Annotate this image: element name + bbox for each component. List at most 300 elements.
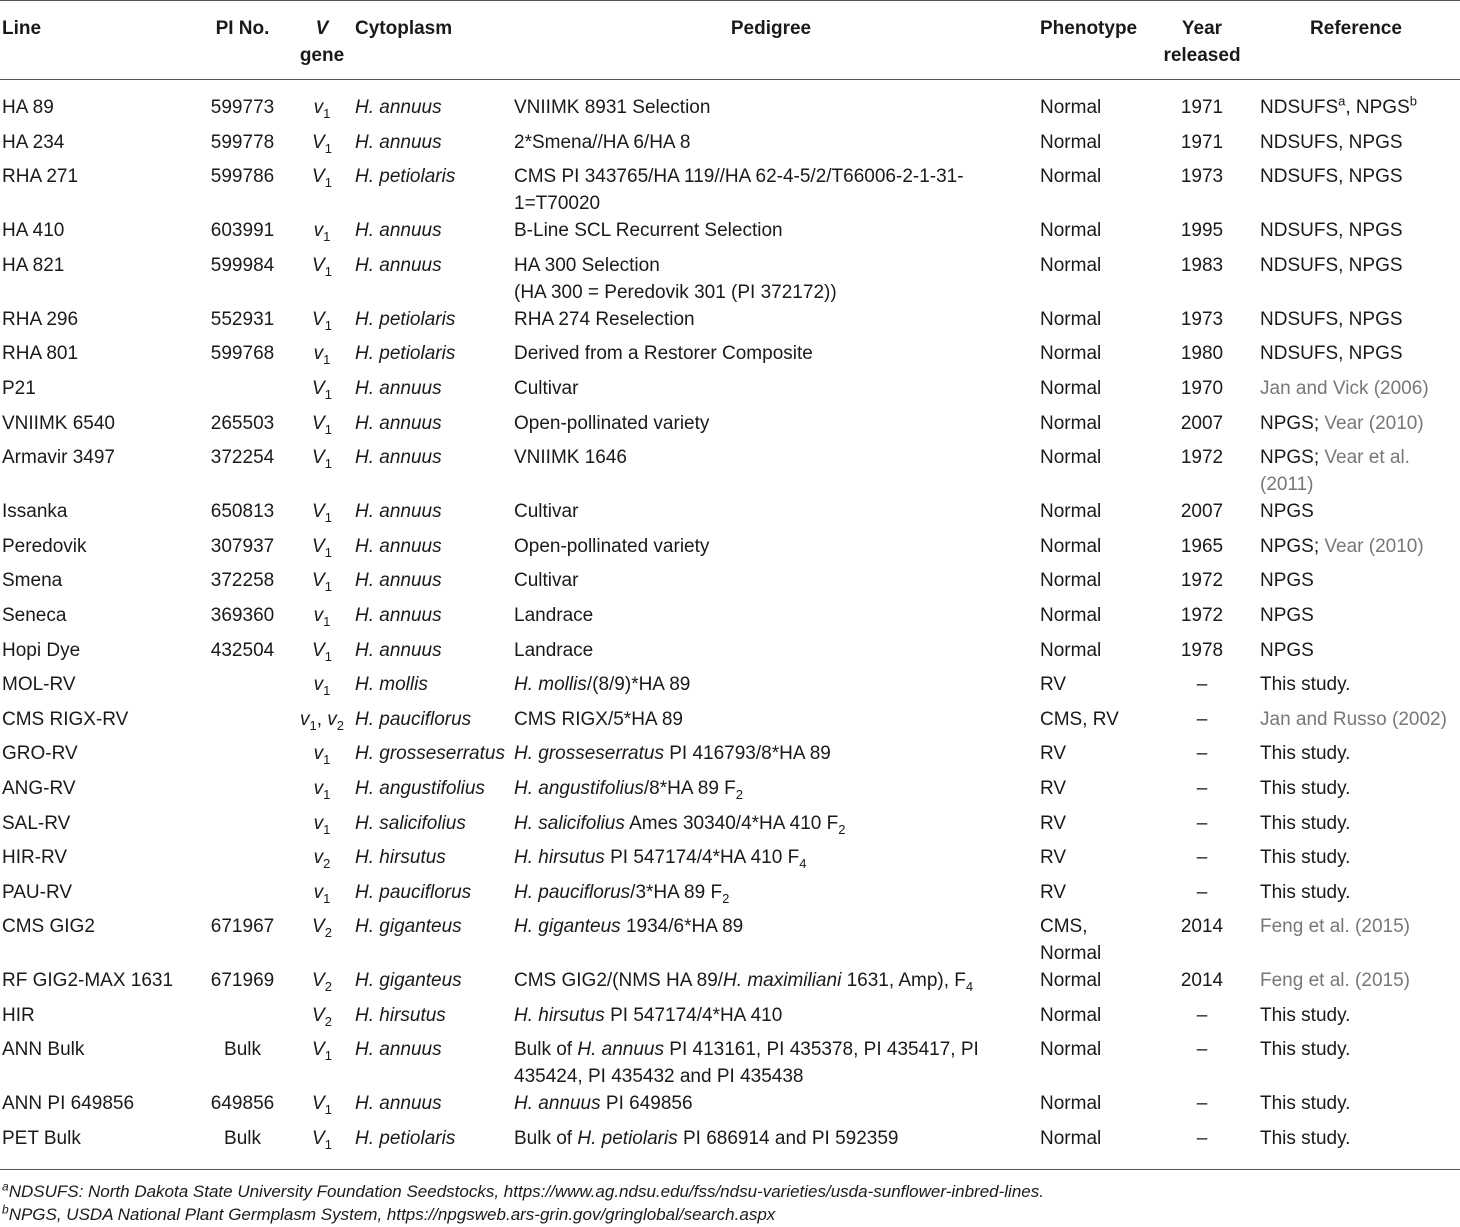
cell-reference bbox=[1252, 1002, 1460, 1037]
cell-year-released: – bbox=[1196, 674, 1208, 696]
cell-line: VNIIMK 6540 bbox=[2, 412, 115, 434]
v-gene-subscript: 1 bbox=[323, 821, 331, 837]
text-fragment: 2 bbox=[722, 890, 730, 906]
cell-pi-number bbox=[190, 810, 295, 845]
text-fragment: /(8/9)*HA 89 bbox=[586, 674, 691, 696]
text-fragment: 2 bbox=[838, 821, 846, 837]
cell-year-released: – bbox=[1196, 777, 1208, 799]
text-fragment: H. maximiliani bbox=[723, 970, 842, 992]
cell-reference bbox=[1252, 1090, 1460, 1125]
cell-phenotype: Normal bbox=[1040, 447, 1102, 469]
text-fragment: H. annuus bbox=[514, 1093, 601, 1115]
cell-phenotype: Normal bbox=[1040, 639, 1102, 661]
cell-year-released: 2014 bbox=[1180, 916, 1224, 938]
cell-reference bbox=[1252, 217, 1460, 252]
text-fragment: H. petiolaris bbox=[577, 1128, 678, 1150]
cell-phenotype: Normal bbox=[1040, 131, 1102, 153]
cell-reference bbox=[1252, 567, 1460, 602]
table-row bbox=[0, 1125, 1460, 1174]
cell-reference bbox=[1252, 444, 1460, 498]
cell-reference bbox=[1252, 1036, 1460, 1090]
cell-cytoplasm bbox=[349, 775, 508, 810]
table-row bbox=[0, 306, 1460, 341]
table-row bbox=[0, 80, 1460, 129]
cell-line: Hopi Dye bbox=[2, 639, 81, 661]
cell-reference bbox=[1252, 706, 1460, 741]
cytoplasm-species: H. hirsutus bbox=[355, 1004, 446, 1026]
cell-phenotype: RV bbox=[1040, 674, 1067, 696]
cell-phenotype: Normal bbox=[1040, 535, 1102, 557]
cell-pedigree bbox=[508, 740, 1034, 775]
cell-line: P21 bbox=[2, 377, 36, 399]
cell-cytoplasm bbox=[349, 498, 508, 533]
cell-phenotype: Normal bbox=[1040, 377, 1102, 399]
table-row bbox=[0, 252, 1460, 306]
cell-cytoplasm bbox=[349, 706, 508, 741]
text-fragment: Bulk of bbox=[514, 1039, 578, 1061]
cell-pi-number: 599768 bbox=[210, 343, 275, 365]
text-fragment: NPGS bbox=[1260, 639, 1314, 661]
v-gene-symbol: V bbox=[312, 412, 325, 434]
text-fragment: 1934/6*HA 89 bbox=[620, 916, 744, 938]
cytoplasm-species: H. annuus bbox=[355, 220, 442, 242]
cell-pedigree bbox=[508, 879, 1034, 914]
v-gene-subscript: 1 bbox=[323, 352, 331, 368]
cell-pedigree bbox=[508, 80, 1034, 129]
v-gene-symbol: v bbox=[313, 881, 324, 903]
reference-link[interactable]: Vear (2010) bbox=[1324, 535, 1424, 557]
cell-v-gene bbox=[295, 163, 349, 217]
cell-pedigree bbox=[508, 637, 1034, 672]
text-fragment: H. angustifolius bbox=[514, 777, 644, 799]
v-gene-symbol: V bbox=[312, 639, 325, 661]
cell-reference bbox=[1252, 1125, 1460, 1174]
text-fragment: Open-pollinated variety bbox=[514, 412, 710, 434]
v-gene-symbol: v bbox=[313, 674, 324, 696]
text-fragment: H. grosseserratus bbox=[514, 743, 664, 765]
table-row bbox=[0, 810, 1460, 845]
cytoplasm-species: H. grosseserratus bbox=[355, 743, 505, 765]
cell-phenotype: Normal bbox=[1040, 254, 1102, 276]
cell-year-released: 1972 bbox=[1180, 604, 1224, 626]
cell-phenotype: Normal bbox=[1040, 220, 1102, 242]
cytoplasm-species: H. mollis bbox=[355, 674, 428, 696]
table-row bbox=[0, 163, 1460, 217]
cell-pi-number: 307937 bbox=[210, 535, 275, 557]
text-fragment: This study. bbox=[1260, 1004, 1351, 1026]
cell-pi-number: Bulk bbox=[224, 1039, 261, 1061]
cytoplasm-species: H. giganteus bbox=[355, 970, 462, 992]
table-row bbox=[0, 671, 1460, 706]
cell-pedigree bbox=[508, 706, 1034, 741]
cytoplasm-species: H. annuus bbox=[355, 412, 442, 434]
cell-pi-number bbox=[190, 706, 295, 741]
cell-cytoplasm bbox=[349, 217, 508, 252]
cell-pedigree bbox=[508, 844, 1034, 879]
table-row bbox=[0, 637, 1460, 672]
footnote-a: $^a$NDSUFS: North Dakota State University Foundation Seedstocks, https://www.ag.ndsu.edu/fss/ndsu-varieties/usda-sunflower-inbred-lines. bbox=[2, 1179, 1044, 1201]
text-fragment: , NPGS bbox=[1345, 97, 1410, 118]
text-fragment: H. annuus bbox=[577, 1039, 664, 1061]
cell-pi-number: 369360 bbox=[210, 604, 275, 626]
text-fragment: PI 649856 bbox=[600, 1093, 693, 1115]
cell-v-gene bbox=[295, 567, 349, 602]
cell-pedigree bbox=[508, 1125, 1034, 1174]
cytoplasm-species: H. annuus bbox=[355, 1039, 442, 1061]
cell-phenotype: RV bbox=[1040, 743, 1067, 765]
cell-phenotype: Normal bbox=[1040, 308, 1102, 330]
cell-pi-number bbox=[190, 740, 295, 775]
cell-pedigree bbox=[508, 1090, 1034, 1125]
col-header-v-gene: V gene bbox=[299, 18, 345, 66]
v-gene-subscript: 1 bbox=[324, 317, 332, 333]
cell-phenotype: RV bbox=[1040, 881, 1067, 903]
text-fragment: PI 413161, PI 435378, PI 435417, PI 435424, PI 435432 and PI 435438 bbox=[514, 1039, 979, 1088]
cell-cytoplasm bbox=[349, 444, 508, 498]
text-fragment: 2 bbox=[735, 786, 744, 802]
table-row bbox=[0, 533, 1460, 568]
v-gene-symbol: v bbox=[313, 97, 324, 118]
cell-pi-number: 432504 bbox=[210, 639, 275, 661]
cell-cytoplasm bbox=[349, 913, 508, 967]
cell-cytoplasm bbox=[349, 375, 508, 410]
cell-line: RHA 271 bbox=[2, 166, 79, 188]
v-gene-symbol: v bbox=[313, 812, 324, 834]
cell-year-released: 1978 bbox=[1180, 639, 1224, 661]
table-row bbox=[0, 706, 1460, 741]
cell-pi-number bbox=[190, 879, 295, 914]
cytoplasm-species: H. annuus bbox=[355, 604, 442, 626]
v-gene-subscript: 1 bbox=[324, 455, 332, 471]
col-header-year: Year released bbox=[1163, 18, 1241, 66]
cell-line: HA 234 bbox=[2, 131, 65, 153]
cell-year-released: 1995 bbox=[1180, 220, 1224, 242]
cell-v-gene bbox=[295, 444, 349, 498]
cell-cytoplasm bbox=[349, 602, 508, 637]
separator: , bbox=[316, 708, 328, 730]
cell-pi-number: 599786 bbox=[210, 166, 275, 188]
cell-phenotype: CMS, Normal bbox=[1040, 916, 1102, 965]
cell-year-released: 1980 bbox=[1180, 343, 1224, 365]
cell-v-gene bbox=[295, 810, 349, 845]
cytoplasm-species: H. pauciflorus bbox=[355, 708, 472, 730]
text-fragment: CMS GIG2/(NMS HA 89/ bbox=[514, 970, 724, 992]
cell-line: HA 410 bbox=[2, 220, 65, 242]
cell-reference bbox=[1252, 879, 1460, 914]
cell-year-released: – bbox=[1196, 708, 1208, 730]
text-fragment: NPGS bbox=[1260, 501, 1314, 523]
v-gene-subscript: 1 bbox=[324, 579, 332, 595]
cytoplasm-species: H. annuus bbox=[355, 501, 442, 523]
text-fragment: PI 686914 and PI 592359 bbox=[677, 1128, 899, 1150]
cell-reference bbox=[1252, 637, 1460, 672]
text-fragment: This study. bbox=[1260, 1128, 1351, 1150]
cell-v-gene bbox=[295, 1125, 349, 1174]
v-gene-subscript: 1 bbox=[323, 228, 331, 244]
table-row bbox=[0, 410, 1460, 445]
cytoplasm-species: H. annuus bbox=[355, 131, 442, 153]
v-gene-symbol: V bbox=[312, 377, 325, 399]
table-row bbox=[0, 498, 1460, 533]
text-fragment: NDSUFS, NPGS bbox=[1260, 254, 1403, 276]
table-row bbox=[0, 340, 1460, 375]
text-fragment: b bbox=[1409, 93, 1417, 109]
table-row bbox=[0, 775, 1460, 810]
v-gene-symbol: V bbox=[312, 501, 325, 523]
cell-pedigree bbox=[508, 533, 1034, 568]
cell-cytoplasm bbox=[349, 844, 508, 879]
cell-pedigree bbox=[508, 671, 1034, 706]
text-fragment: H. pauciflorus bbox=[514, 881, 631, 903]
table-row bbox=[0, 1090, 1460, 1125]
table-row bbox=[0, 967, 1460, 1002]
text-fragment: H. salicifolius bbox=[514, 812, 625, 834]
cell-phenotype: Normal bbox=[1040, 501, 1102, 523]
cell-pedigree bbox=[508, 217, 1034, 252]
cell-v-gene bbox=[295, 129, 349, 164]
text-fragment: This study. bbox=[1260, 881, 1351, 903]
text-fragment: VNIIMK 1646 bbox=[514, 447, 627, 469]
cell-pedigree bbox=[508, 444, 1034, 498]
cell-pi-number: 599773 bbox=[210, 97, 275, 118]
cell-pi-number: 603991 bbox=[210, 220, 275, 242]
cell-cytoplasm bbox=[349, 1036, 508, 1090]
v-gene-symbol: V bbox=[312, 131, 325, 153]
text-fragment: This study. bbox=[1260, 1039, 1351, 1061]
cell-line: ANN PI 649856 bbox=[2, 1093, 135, 1115]
reference-link[interactable]: Jan and Russo (2002) bbox=[1260, 708, 1447, 730]
cell-line: GRO-RV bbox=[2, 743, 78, 765]
v-gene-symbol: V bbox=[312, 1004, 325, 1026]
reference-link[interactable]: Feng et al. (2015) bbox=[1260, 970, 1410, 992]
reference-link[interactable]: Jan and Vick (2006) bbox=[1260, 377, 1429, 399]
v-gene-subscript: 1 bbox=[324, 1048, 332, 1064]
cell-line: HIR-RV bbox=[2, 847, 68, 869]
cytoplasm-species: H. annuus bbox=[355, 535, 442, 557]
text-fragment: NDSUFS, NPGS bbox=[1260, 166, 1403, 188]
cell-year-released: 1972 bbox=[1180, 447, 1224, 469]
text-fragment: 4 bbox=[965, 979, 974, 995]
cell-year-released: 2007 bbox=[1180, 412, 1224, 434]
table-body bbox=[0, 80, 1460, 1174]
cell-year-released: 1983 bbox=[1180, 254, 1224, 276]
table-row bbox=[0, 1002, 1460, 1037]
text-fragment: PI 416793/8*HA 89 bbox=[663, 743, 831, 765]
v-gene-symbol: V bbox=[312, 970, 325, 992]
cell-cytoplasm bbox=[349, 1090, 508, 1125]
v-gene-subscript: 1 bbox=[323, 682, 331, 698]
table-row bbox=[0, 567, 1460, 602]
cell-phenotype: Normal bbox=[1040, 343, 1102, 365]
text-fragment: This study. bbox=[1260, 812, 1351, 834]
cell-v-gene bbox=[295, 533, 349, 568]
cell-line: ANN Bulk bbox=[2, 1039, 85, 1061]
cell-v-gene bbox=[295, 80, 349, 129]
v-gene-symbol: V bbox=[312, 308, 325, 330]
cell-pi-number: 552931 bbox=[210, 308, 275, 330]
text-fragment: (HA 300 = Peredovik 301 (PI 372172)) bbox=[514, 281, 837, 303]
cell-v-gene bbox=[295, 1002, 349, 1037]
v-gene-symbol: v bbox=[313, 847, 324, 869]
reference-link[interactable]: Vear (2010) bbox=[1324, 412, 1424, 434]
cytoplasm-species: H. petiolaris bbox=[355, 343, 456, 365]
cell-cytoplasm bbox=[349, 80, 508, 129]
text-fragment: Open-pollinated variety bbox=[514, 535, 710, 557]
cytoplasm-species: H. annuus bbox=[355, 97, 442, 118]
reference-link[interactable]: Feng et al. (2015) bbox=[1260, 916, 1410, 938]
cell-cytoplasm bbox=[349, 533, 508, 568]
text-fragment: H. mollis bbox=[514, 674, 587, 696]
text-fragment: NDSUFS, NPGS bbox=[1260, 131, 1403, 153]
v-gene-subscript: 1 bbox=[324, 140, 332, 156]
v-gene-symbol: V bbox=[312, 1039, 325, 1061]
table-row bbox=[0, 879, 1460, 914]
cytoplasm-species: H. annuus bbox=[355, 570, 442, 592]
v-gene-symbol: v bbox=[313, 343, 324, 365]
cell-pi-number: 649856 bbox=[210, 1093, 275, 1115]
cell-year-released: – bbox=[1196, 812, 1208, 834]
v-gene-subscript: 2 bbox=[324, 925, 332, 941]
text-fragment: PI 547174/4*HA 410 bbox=[604, 1004, 783, 1026]
cell-reference bbox=[1252, 252, 1460, 306]
v-gene-subscript: 1 bbox=[323, 752, 331, 768]
cell-line: HA 821 bbox=[2, 254, 65, 276]
cell-phenotype: RV bbox=[1040, 847, 1067, 869]
reference-link[interactable]: Vear et al. (2011) bbox=[1260, 447, 1410, 496]
cell-v-gene bbox=[295, 913, 349, 967]
cytoplasm-species: H. annuus bbox=[355, 1093, 442, 1115]
cell-line: PET Bulk bbox=[2, 1128, 81, 1150]
cell-year-released: – bbox=[1196, 1004, 1208, 1026]
v-gene-symbol: V bbox=[312, 570, 325, 592]
text-fragment: Cultivar bbox=[514, 377, 579, 399]
cell-pedigree bbox=[508, 967, 1034, 1002]
cell-pedigree bbox=[508, 1036, 1034, 1090]
cell-pedigree bbox=[508, 913, 1034, 967]
cell-year-released: – bbox=[1196, 1093, 1208, 1115]
cell-pi-number: 650813 bbox=[210, 501, 275, 523]
cell-year-released: 1972 bbox=[1180, 570, 1224, 592]
text-fragment: This study. bbox=[1260, 1093, 1351, 1115]
cell-pi-number: 671969 bbox=[210, 970, 275, 992]
table-bottom-rule bbox=[0, 1169, 1460, 1170]
cell-pedigree bbox=[508, 810, 1034, 845]
cell-reference bbox=[1252, 602, 1460, 637]
cell-line: CMS GIG2 bbox=[2, 916, 95, 938]
text-fragment: CMS RIGX/5*HA 89 bbox=[514, 708, 683, 730]
v-gene-subscript: 1 bbox=[324, 1136, 332, 1152]
cell-year-released: – bbox=[1196, 743, 1208, 765]
text-fragment: 1631, Amp), F bbox=[841, 970, 966, 992]
col-header-reference: Reference bbox=[1310, 18, 1402, 39]
cell-year-released: – bbox=[1196, 1128, 1208, 1150]
col-header-cytoplasm: Cytoplasm bbox=[355, 18, 453, 39]
text-fragment: 2*Smena//HA 6/HA 8 bbox=[514, 131, 691, 153]
cell-pi-number: 372258 bbox=[210, 570, 275, 592]
v-gene-subscript: 1 bbox=[324, 648, 332, 664]
cell-cytoplasm bbox=[349, 129, 508, 164]
text-fragment: This study. bbox=[1260, 777, 1351, 799]
v-gene-subscript: 1 bbox=[323, 613, 331, 629]
cell-v-gene bbox=[295, 740, 349, 775]
col-header-line: Line bbox=[2, 18, 42, 39]
cell-line: CMS RIGX-RV bbox=[2, 708, 129, 730]
cell-pi-number: 372254 bbox=[210, 447, 275, 469]
text-fragment: RHA 274 Reselection bbox=[514, 308, 695, 330]
cell-pi-number bbox=[190, 1002, 295, 1037]
cell-v-gene bbox=[295, 252, 349, 306]
cytoplasm-species: H. hirsutus bbox=[355, 847, 446, 869]
text-fragment: PI 547174/4*HA 410 F bbox=[604, 847, 800, 869]
text-fragment: NDSUFS, NPGS bbox=[1260, 343, 1403, 365]
cytoplasm-species: H. petiolaris bbox=[355, 166, 456, 188]
v-gene-subscript: 1 bbox=[323, 105, 331, 121]
cell-cytoplasm bbox=[349, 740, 508, 775]
cell-v-gene bbox=[295, 706, 349, 741]
v-gene-subscript: 1 bbox=[324, 174, 332, 190]
text-fragment: a bbox=[1338, 93, 1346, 109]
cell-v-gene bbox=[295, 637, 349, 672]
cytoplasm-species: H. petiolaris bbox=[355, 1128, 456, 1150]
cell-phenotype: Normal bbox=[1040, 1093, 1102, 1115]
cell-reference bbox=[1252, 306, 1460, 341]
cell-v-gene bbox=[295, 967, 349, 1002]
v-gene-subscript: 1 bbox=[323, 786, 331, 802]
v-gene-subscript: 1 bbox=[309, 717, 317, 733]
v-gene-subscript: 1 bbox=[324, 421, 332, 437]
cell-reference bbox=[1252, 80, 1460, 129]
table-row bbox=[0, 444, 1460, 498]
cell-line: Armavir 3497 bbox=[2, 447, 115, 469]
cell-year-released: 1973 bbox=[1180, 308, 1224, 330]
cell-line: HA 89 bbox=[2, 97, 54, 118]
v-gene-symbol: V bbox=[312, 1093, 325, 1115]
text-fragment: NDSUFS bbox=[1260, 97, 1339, 118]
cell-reference bbox=[1252, 375, 1460, 410]
v-gene-symbol: v bbox=[313, 743, 324, 765]
cell-year-released: 1970 bbox=[1180, 377, 1224, 399]
cell-line: HIR bbox=[2, 1004, 35, 1026]
cell-line: RF GIG2-MAX 1631 bbox=[2, 970, 174, 992]
header-row bbox=[0, 1, 1460, 80]
cell-phenotype: CMS, RV bbox=[1040, 708, 1119, 730]
cell-phenotype: Normal bbox=[1040, 412, 1102, 434]
cell-line: Seneca bbox=[2, 604, 67, 626]
v-gene-subscript: 1 bbox=[324, 509, 332, 525]
cell-reference bbox=[1252, 498, 1460, 533]
cell-pedigree bbox=[508, 129, 1034, 164]
table-row bbox=[0, 1036, 1460, 1090]
table-row bbox=[0, 375, 1460, 410]
text-fragment: B-Line SCL Recurrent Selection bbox=[514, 220, 783, 242]
cell-phenotype: Normal bbox=[1040, 1039, 1102, 1061]
text-fragment: Landrace bbox=[514, 604, 594, 626]
cell-v-gene bbox=[295, 775, 349, 810]
cell-pi-number bbox=[190, 375, 295, 410]
cell-v-gene bbox=[295, 498, 349, 533]
cell-v-gene bbox=[295, 844, 349, 879]
cell-v-gene bbox=[295, 1036, 349, 1090]
text-fragment: H. hirsutus bbox=[514, 847, 605, 869]
cell-v-gene bbox=[295, 671, 349, 706]
table-row bbox=[0, 913, 1460, 967]
cell-reference bbox=[1252, 410, 1460, 445]
text-fragment: This study. bbox=[1260, 674, 1351, 696]
cytoplasm-species: H. annuus bbox=[355, 639, 442, 661]
cell-year-released: 2007 bbox=[1180, 501, 1224, 523]
cell-reference bbox=[1252, 740, 1460, 775]
cell-year-released: 1971 bbox=[1180, 97, 1224, 118]
